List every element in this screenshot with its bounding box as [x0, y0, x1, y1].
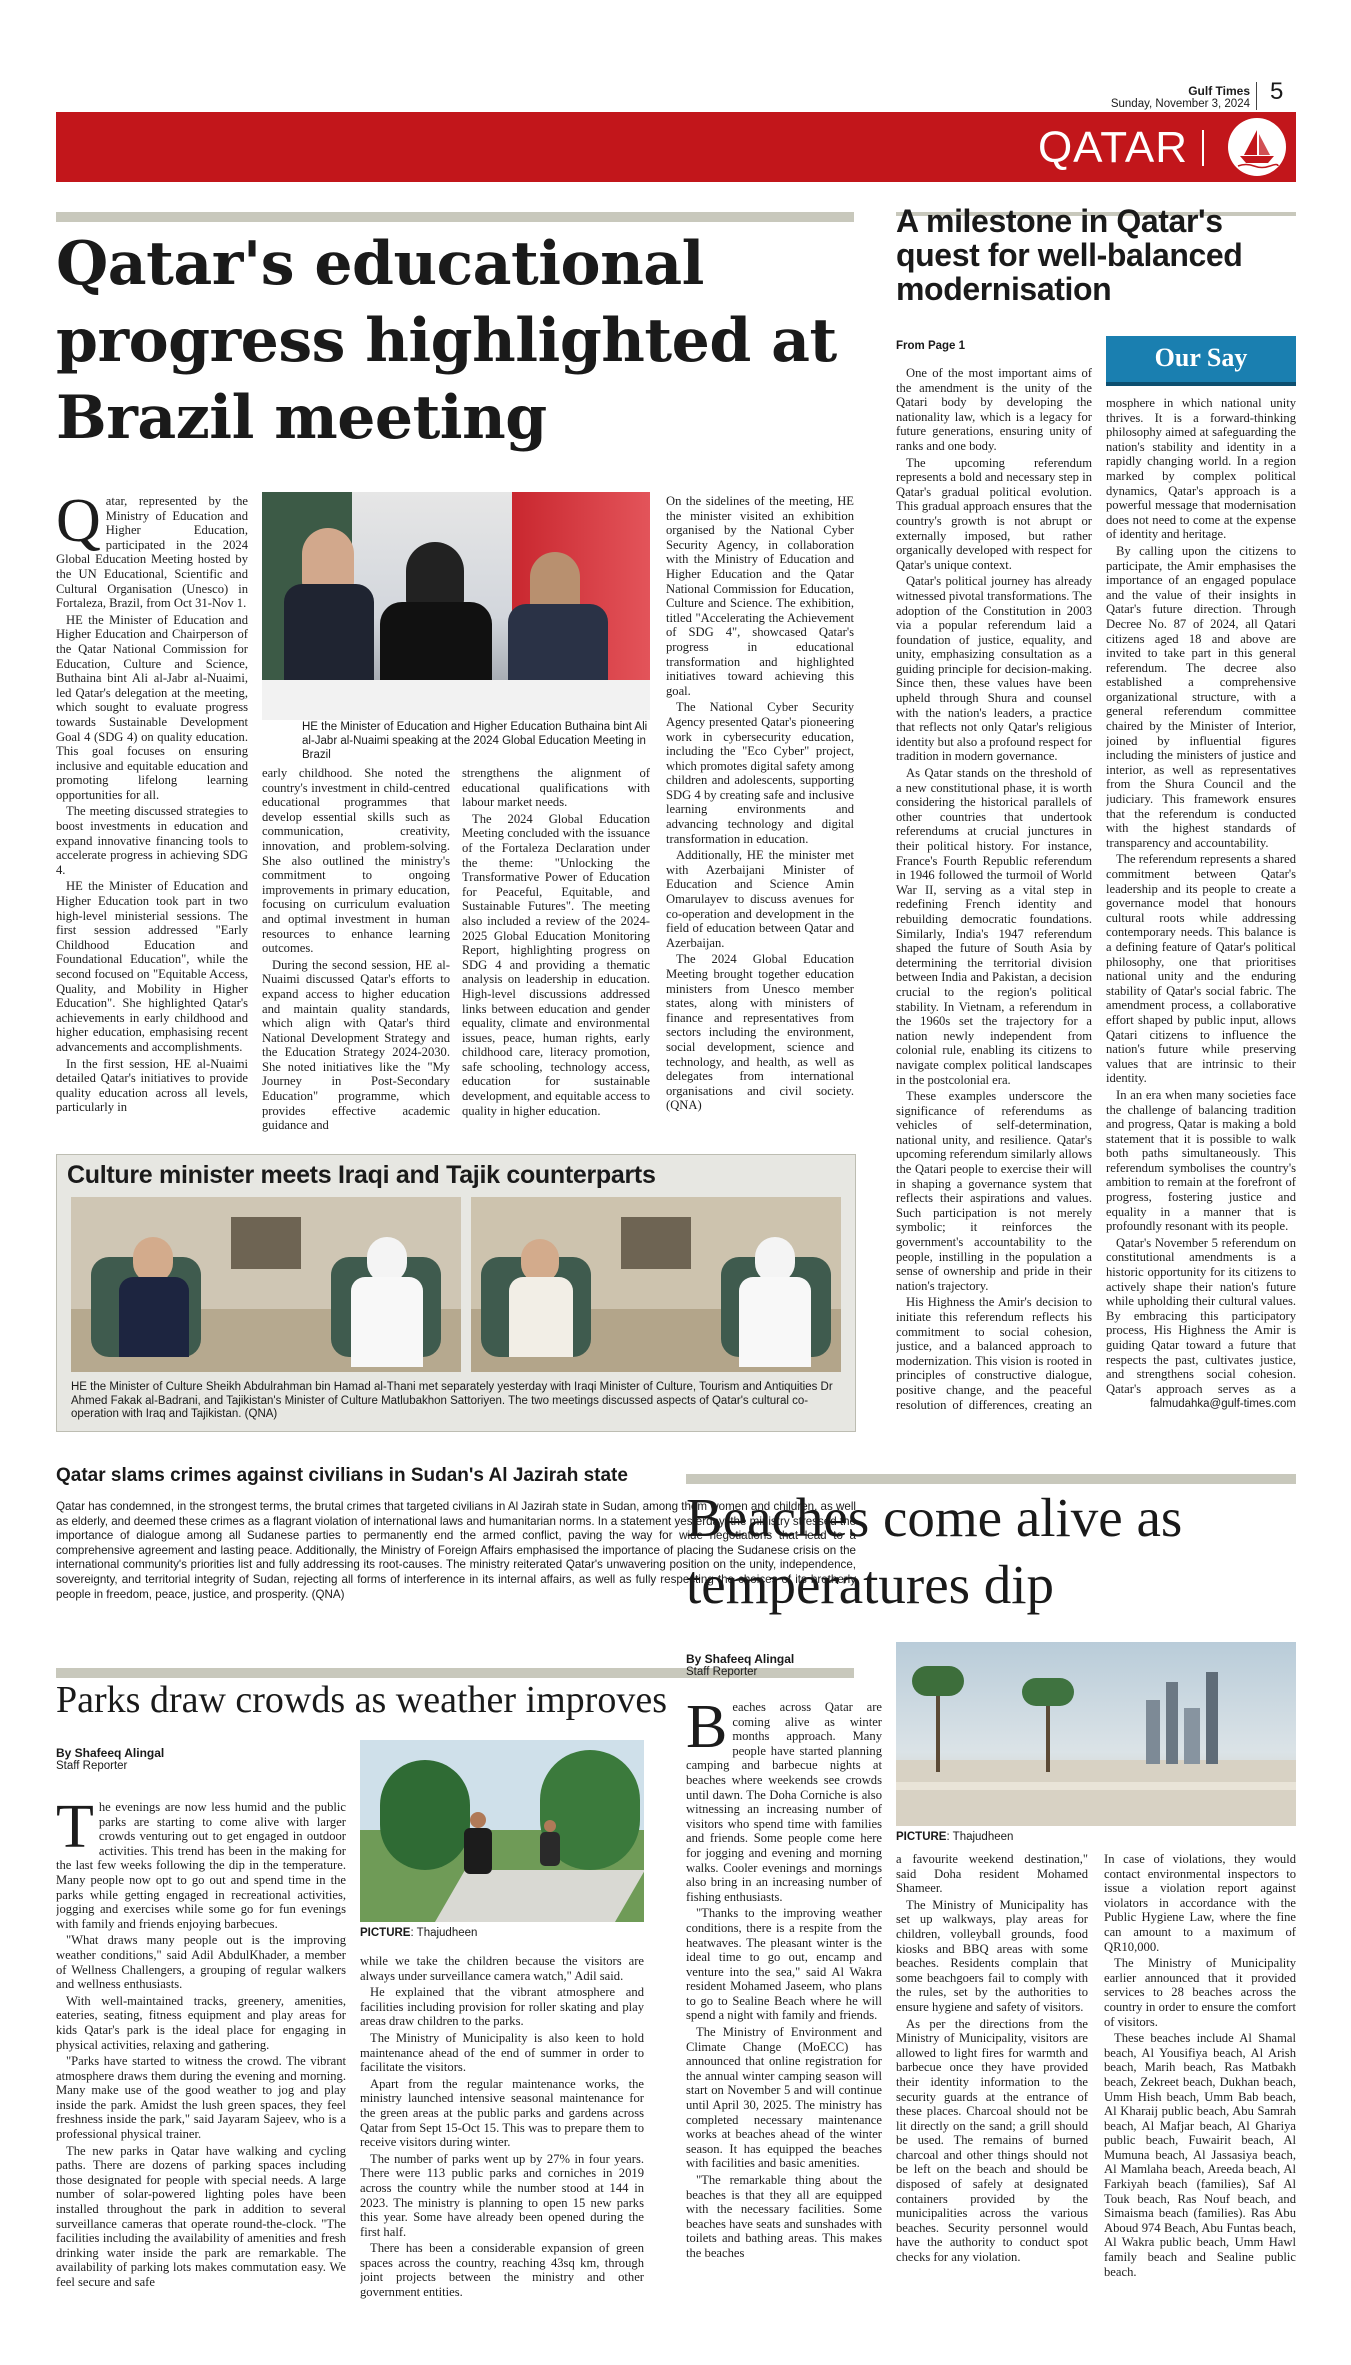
- culture-photo-iraq: [71, 1197, 461, 1372]
- editorial-column-2: mosphere in which national unity thrives. It is a forward-thinking philosophy aimed at safeguarding the nation's stability and identity in a rapidly changing world. In a region marked by complex political dynamics, Qatar's approach is a powerful message that modernisation does not need to come at the expense of identity and heritage. By calling upon the citizens to participate, the Amir emphasises the importance of an engaged populace and the value of their insights in Qatar's future direction. Through Decree No. 87 of 2024, all Qatari citizens aged 18 and above are invited to take part in this general referendum. The decree also established a comprehensive organizational structure, with a general referendum committee chaired by the Minister of Interior, joined by influential figures including the ministers of justice and interior, as well as representatives from the Shura Council and the judiciary. This framework ensures that the referendum is conducted with the highest standards of transparency and accountability. The referendum represents a shared commitment between Qatar's leadership and its people to create a governance model that honours cultural roots while addressing contemporary needs. This balance is a defining feature of Qatar's political philosophy, one that prioritises national unity and the enduring stability of Qatar's social fabric. The amendment process, a collaborative effort shaped by public input, allows Qatari citizens to influence the nation's future while preserving values that are intrinsic to their identity. In an era when many societies face the challenge of balancing tradition and progress, Qatar is making a bold statement that it is possible to walk both paths simultaneously. This referendum symbolises the country's ambition to remain at the forefront of progress, fostering justice and equality in a manner that is profoundly resonant with its people. Qatar's November 5 referendum on constitutional amendments is a historic opportunity for its citizens to actively shape their nation's future while upholding their cultural values. By embracing this participatory process, His Highness the Amir is guiding Qatar toward a future that respects the past, cultivates justice, and strengthens social cohesion. Qatar's approach serves as a: [1106, 396, 1296, 1396]
- section-divider: [1202, 130, 1204, 166]
- culture-headline: Culture minister meets Iraqi and Tajik counterparts: [67, 1161, 656, 1189]
- beaches-dropcap: B: [686, 1700, 728, 1761]
- beaches-photo: [896, 1642, 1296, 1826]
- parks-dropcap: T: [56, 1800, 94, 1861]
- parks-role: Staff Reporter: [56, 1760, 128, 1772]
- parks-photo-credit: PICTURE: Thajudheen: [360, 1927, 478, 1939]
- parks-author: By Shafeeq Alingal: [56, 1746, 165, 1760]
- issue-date: Sunday, November 3, 2024: [1110, 98, 1250, 110]
- lead-top-rule: [56, 212, 854, 222]
- parks-column-2: while we take the children because the visitors are always under surveillance camera watch," Adil said. He explained that the vibrant atmosphere and facilities including provision for roller skating and play areas draw children to the parks. The Ministry of Municipality is also keen to hold maintenance ahead of the end of summer in order to facilitate the visitors. Apart from the regular maintenance works, the ministry launched intensive seasonal maintenance for the green areas at the public parks and gardens across Qatar from Sept 15-Oct 15. This was to prepare them to receive visitors during winter. The number of parks went up by 27% in four years. There were 113 public parks and corniches in 2019 across the country while the number stood at 144 in 2023. The ministry is planning to open 15 new parks this year. Some have already been opened during the first half. There has been a considerable expansion of green spaces across the country, reaching 43sq km, through joint projects between the ministry and other government entities.: [360, 1954, 644, 2300]
- page-number: 5: [1270, 78, 1284, 105]
- section-banner: [56, 112, 1296, 182]
- parks-column-1: The evenings are now less humid and the public parks are starting to come alive with larger crowds venturing out to get engaged in outdoor activities. This trend has been in the making for the last few weeks following the dip in the temperature. Many people now opt to go out and spend time in the parks while getting engaged in recreational activities, jogging and exercises while some go for fun evenings with family and friends enjoying barbecues. "What draws many people out is the improving weather conditions," said Adil AbdulKhader, a member of Wellness Challengers, a grouping of regular walkers and wellness enthusiasts. With well-maintained tracks, greenery, amenities, eateries, seating, fitness equipment and play areas for kids Qatar's park is the ideal place for engaging in physical activities, relaxing and gathering. "Parks have started to witness the crowd. The vibrant atmosphere draws them during the evening and morning. Many make use of the good weather to jog and play inside the park. Amidst the lush green spaces, they feel freshness inside the park," said Jayaram Sajeev, who is a professional physical trainer. The new parks in Qatar have walking and cycling paths. There are dozens of parking spaces including those designated for people with special needs. A large number of solar-powered lighting poles have been installed throughout the park in addition to several surveillance cameras that operate round-the-clock. "The facilities including the availability of amenities and fresh drinking water inside the park are remarkable. The availability of parking lots makes commutation easy. We feel secure and safe: [56, 1800, 346, 2289]
- beaches-headline: Beaches come alive as temperatures dip: [686, 1487, 1183, 1615]
- beaches-photo-credit: PICTURE: Thajudheen: [896, 1831, 1014, 1843]
- our-say-label: Our Say: [1154, 343, 1248, 372]
- lead-column-4: On the sidelines of the meeting, HE the minister visited an exhibition organised by the National Cyber Security Agency, in collaboration with the Ministry of Education and Higher Education and the Qatar National Commission for Education, Culture and Science. The exhibition, titled "Accelerating the Achievement of SDG 4", showcased Qatar's progress in educational transformation and highlighted initiatives toward achieving this goal. The National Cyber Security Agency presented Qatar's pioneering work in cybersecurity education, including the "Eco Cyber" project, which promotes digital safety among children and adolescents, supporting SDG 4 by creating safe and inclusive learning environments and advancing technology and digital transformation in education. Additionally, HE the minister met with Azerbaijani Minister of Education and Science Amin Omarulayev to discuss avenues for co-operation and development in the field of education between Qatar and Azerbaijan. The 2024 Global Education Meeting brought together education ministers from Unesco member states, along with ministers of finance and representatives from sectors including the environment, social development, science and technology, and health, as well as delegates from international organisations and civil society. (QNA): [666, 494, 854, 1113]
- lead-headline: Qatar's educational progress highlighted at Brazil meeting: [56, 229, 837, 453]
- editorial-headline: A milestone in Qatar's quest for well-balanced modernisation: [896, 203, 1243, 307]
- editorial-from-page: From Page 1: [896, 340, 966, 352]
- beaches-column-1: Beaches across Qatar are coming alive as winter months approach. Many people have started planning camping and barbecue nights at beaches where weekends see crowds until dawn. The Doha Corniche is also witnessing an increasing number of visitors who spend time with families and friends. Some people come here for jogging and evening and morning walks. Cooler evenings and mornings also bring in an increasing number of fishing enthusiasts. "Thanks to the improving weather conditions, there is a respite from the heatwaves. The pleasant winter is the ideal time to go out, encamp and venture into the sea," said Al Wakra resident Mohamed Jaseem, who plans to go to Sealine Beach where he will spend a night with family and friends. The Ministry of Environment and Climate Change (MoECC) has announced that online registration for the annual winter camping season will start on November 5 and will continue until April 30, 2025. The ministry has completed necessary maintenance works at beaches ahead of the winter season. It has equipped the beaches with facilities and basic amenities. "The remarkable thing about the beaches is that they all are equipped with the necessary facilities. Some beaches have seats and sunshades with toilets and bathing areas. This makes the beaches: [686, 1700, 882, 2260]
- parks-photo: [360, 1740, 644, 1922]
- section-title: QATAR: [1037, 123, 1188, 172]
- dhow-boat-icon: [1228, 118, 1286, 176]
- culture-caption: HE the Minister of Culture Sheikh Abdulrahman bin Hamad al-Thani met separately yesterday with Iraqi Minister of Culture, Tourism and Antiquities Dr Ahmed Fakak al-Badrani, and Tajikistan's Minister of Culture Matlubakhon Sattoriyen. The two meetings discussed aspects of Qatar's cultural co-operation with Iraq and Tajikistan. (QNA): [71, 1381, 833, 1420]
- beaches-top-rule: [686, 1474, 1296, 1484]
- paper-name: Gulf Times: [1188, 84, 1250, 98]
- editorial-email[interactable]: falmudahka@gulf-times.com: [1150, 1398, 1296, 1410]
- beaches-author: By Shafeeq Alingal: [686, 1652, 795, 1666]
- lead-column-2: early childhood. She noted the country's investment in child-centred educational programmes that develop essential skills such as communication, creativity, innovation, and problem-solving. She also outlined the ministry's commitment to ongoing improvements in primary education, focusing on curriculum evaluation and optimal investment in human resources to enhance learning outcomes. During the second session, HE al-Nuaimi discussed Qatar's efforts to expand access to higher education and maintain quality standards, which align with Qatar's third National Development Strategy and the Education Strategy 2024-2030. She noted initiatives like the "My Journey in Post-Secondary Education" programme, which provides effective academic guidance and: [262, 766, 450, 1133]
- lead-column-3: strengthens the alignment of educational qualifications with labour market needs. The 2024 Global Education Meeting concluded with the issuance of the Fortaleza Declaration under the theme: "Unlocking the Transformative Power of Education for Peaceful, Equitable, and Sustainable Futures". The meeting also included a review of the 2024-2025 Global Education Monitoring Report, highlighting progress on SDG 4 and providing a thematic analysis on leadership in education. High-level discussions addressed links between education and gender equality, climate and environmental issues, peace, human rights, early childhood care, literacy promotion, safe schooling, technology access, education for sustainable development, and equitable access to quality in higher education.: [462, 766, 650, 1118]
- sudan-headline: Qatar slams crimes against civilians in Sudan's Al Jazirah state: [56, 1465, 628, 1486]
- editorial-column-1: One of the most important aims of the amendment is the unity of the Qatari body by developing the nationality law, which is a legacy for future generations, ensuring unity of ranks and one body. The upcoming referendum represents a bold and necessary step in Qatar's gradual political evolution. This gradual approach ensures that the country's growth is not abrupt or externally imposed, but rather organically developed with respect for Qatar's unique context. Qatar's political journey has already witnessed pivotal transformations. The adoption of the Constitution in 2003 via a popular referendum laid a foundation of justice, equality, and unity, emphasizing consultation as a guiding principle for decision-making. Since then, these values have been upheld through Shura and counsel with the nation's leaders, a practice that reflects not only Qatar's religious identity but also a profound respect for tradition in modern governance. As Qatar stands on the threshold of a new constitutional phase, it is worth considering the historical parallels of other countries that undertook referendums at crucial junctures in their political history. For instance, France's Fourth Republic referendum in 1946 followed the turmoil of World War II, serving as a vital step in redefining French identity and rebuilding democratic foundations. Similarly, India's 1947 referendum shaped the future of South Asia by determining the territorial division between India and Pakistan, a decision crucial to the region's political stability. In Vietnam, a referendum in the 1960s set the trajectory for a nation newly independent from colonial rule, enabling its citizens to navigate complex political landscapes in the postcolonial era. These examples underscore the significance of referendums as vehicles of self-determination, national unity, and resilience. Qatar's upcoming referendum similarly allows the Qatari people to exercise their will in shaping a governance system that reflects their aspirations and values. Such participation is not merely symbolic; it reinforces the government's accountability to the people, instilling in the population a sense of ownership and pride in their nation's trajectory. His Highness the Amir's decision to initiate this referendum reflects his commitment to social cohesion, justice, and a balanced approach to modernization. This vision is rooted in principles of constructive dialogue, positive change, and the peaceful resolution of differences, creating an: [896, 366, 1092, 1412]
- lead-photo: [262, 492, 650, 720]
- lead-photo-caption: HE the Minister of Education and Higher Education Buthaina bint Ali al-Jabr al-Nuaimi speaking at the 2024 Global Education Meeting in Brazil: [302, 721, 648, 761]
- sudan-text: Qatar has condemned, in the strongest terms, the brutal crimes that targeted civilians in Al Jazirah state in Sudan, among them women and children, as well as elderly, and deemed these crimes as a flagrant violation of international laws and humanitarian norms. In a statement yesterday, the ministry stressed the importance of dialogue among all Sudanese parties to permanently end the armed conflict, paving the way for wide negotiations that lead to a comprehensive agreement and lasting peace. Additionally, the Ministry of Foreign Affairs emphasised the importance of placing the Sudanese crisis on the international community's priorities list and fully addressing its root-causes. The ministry reiterated Qatar's unwavering position on the unity, independence, sovereignty, and territorial integrity of Sudan, rejecting all forms of interference in its internal affairs, as well as fully respecting the choices of its brotherly people in freedom, peace, justice, and prosperity. (QNA): [56, 1500, 856, 1601]
- culture-photo-tajik: [471, 1197, 841, 1372]
- beaches-column-3: In case of violations, they would contact environmental inspectors to issue a violation report against violators in accordance with the Public Hygiene Law, where the fine can amount to a maximum of QR10,000. The Ministry of Municipality earlier announced that it provided services to 28 beaches across the country in order to ensure the comfort of visitors. These beaches include Al Shamal beach, Al Yousifiya beach, Al Arish beach, Marih beach, Ras Matbakh beach, Zekreet beach, Dukhan beach, Umm Hish beach, Umm Bab beach, Al Kharaij public beach, Abu Samrah beach, Al Mafjar beach, Al Ghariya public beach, Fuwairit beach, Al Mumuna beach, Al Jassasiya beach, Al Mamlaha beach, Areeda beach, Al Farkiyah beach (families), Saf Al Touk beach, Ras Nouf beach, and Simaisma beach (families). Ras Abu Aboud 974 Beach, Abu Funtas beach, Al Wakra public beach, Umm Hawl family beach and Sealine public beach.: [1104, 1852, 1296, 2279]
- masthead-divider: [1256, 82, 1257, 110]
- parks-headline: Parks draw crowds as weather improves: [56, 1679, 667, 1721]
- beaches-role: Staff Reporter: [686, 1666, 758, 1678]
- beaches-column-2: a favourite weekend destination," said Doha resident Mohamed Shameer. The Ministry of Municipality has set up walkways, play areas for children, volleyball grounds, food kiosks and BBQ areas with some beaches. Residents complain that some beachgoers fail to comply with the rules, set by the authorities to ensure hygiene and safety of visitors. As per the directions from the Ministry of Municipality, visitors are allowed to light fires for warmth and barbecue once they have provided their identity information to the security guards at the entrance of these places. Charcoal should not be lit directly on the sand; a grill should be used. The remains of burned charcoal and other things should not be left on the beach and should be disposed of safely at designated containers provided by the municipalities across the various beaches. Security personnel would have the authority to conduct spot checks for any violation.: [896, 1852, 1088, 2265]
- parks-byline: [56, 1746, 164, 1772]
- our-say-badge: [1106, 336, 1296, 386]
- lead-dropcap: Q: [56, 494, 101, 555]
- lead-column-1: Qatar, represented by the Ministry of Education and Higher Education, participated in the 2024 Global Education Meeting hosted by the UN Educational, Scientific and Cultural Organisation (Unesco) in Fortaleza, Brazil, from Oct 31-Nov 1. HE the Minister of Education and Higher Education and Chairperson of the Qatar National Commission for Education, Culture and Science, Buthaina bint Ali al-Jabr al-Nuaimi, led Qatar's delegation at the meeting, which sought to evaluate progress towards Sustainable Development Goal 4 (SDG 4) on quality education. This goal focuses on ensuring inclusive and equitable education and promoting lifelong learning opportunities for all. The meeting discussed strategies to boost investments in education and expand innovative financing tools to accelerate progress in achieving SDG 4. HE the Minister of Education and Higher Education took part in two high-level ministerial sessions. The first session addressed "Early Childhood Education and Foundational Education", while the second focused on "Equitable Access, Quality, and Mobility in Higher Education". She highlighted Qatar's achievements in early childhood and higher education, emphasising recent advancements and accomplishments. In the first session, HE al-Nuaimi detailed Qatar's initiatives to provide quality education across all levels, particularly in: [56, 494, 248, 1115]
- culture-box: [56, 1154, 856, 1432]
- beaches-byline: [686, 1652, 794, 1678]
